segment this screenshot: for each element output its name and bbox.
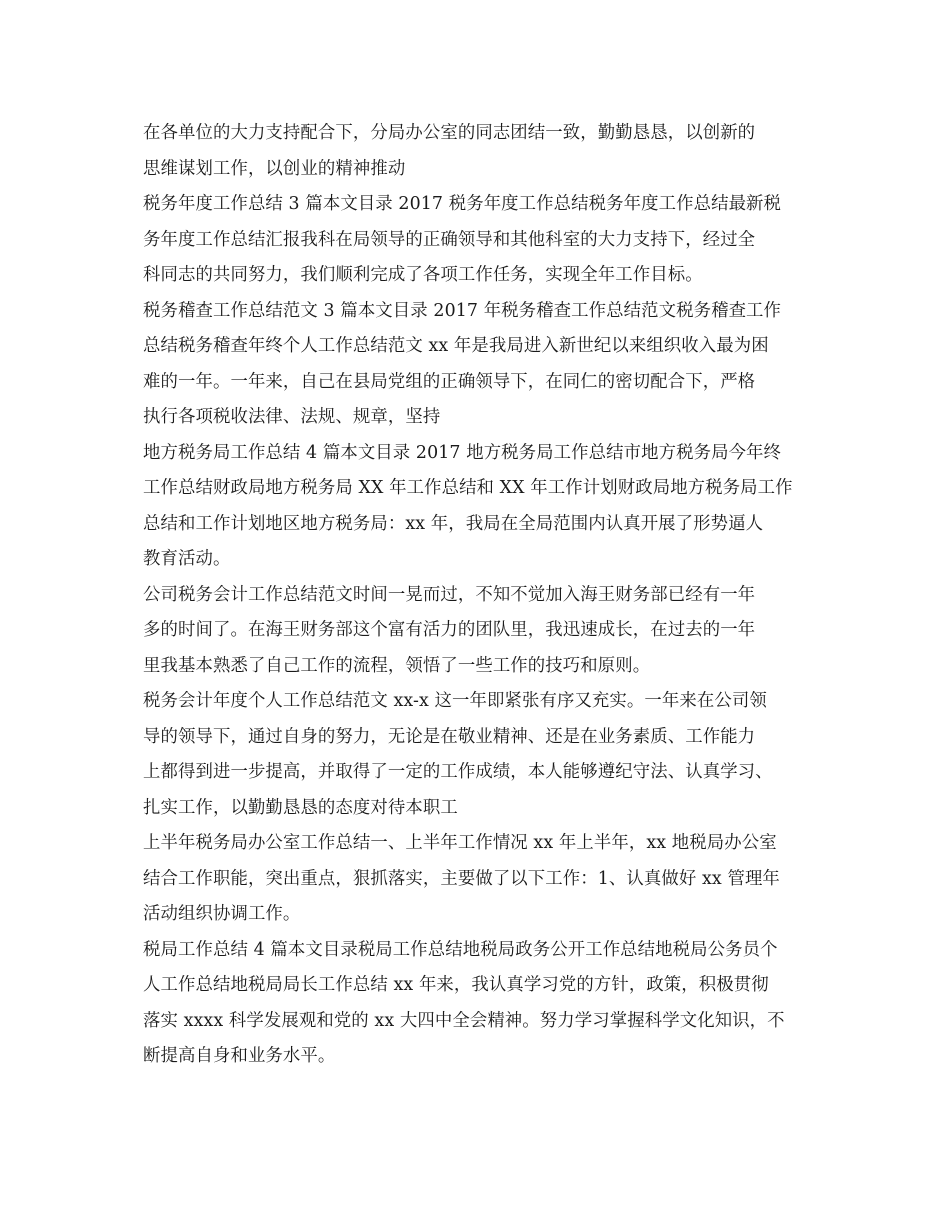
- paragraph: [143, 933, 815, 1075]
- text-line: 思维谋划工作，以创业的精神推动: [143, 158, 406, 179]
- text-line: 公司税务会计工作总结范文时间一晃而过，不知不觉加入海王财务部已经有一年: [143, 584, 756, 605]
- text-line: 总结税务稽查年终个人工作总结范文 xx 年是我局进入新世纪以来组织收入最为困: [143, 336, 769, 356]
- text-line: 多的时间了。在海王财务部这个富有活力的团队里，我迅速成长，在过去的一年: [143, 620, 756, 640]
- text-line: 税局工作总结 4 篇本文目录税局工作总结地税局政务公开工作总结地税局公务员个: [143, 939, 778, 960]
- text-line: 税务会计年度个人工作总结范文 xx-x 这一年即紧张有序又充实。一年来在公司领: [143, 691, 767, 711]
- text-line: 科同志的共同努力，我们顺利完成了各项工作任务，实现全年工作目标。: [143, 265, 703, 285]
- paragraph: [143, 187, 815, 294]
- text-line: 上都得到进一步提高，并取得了一定的工作成绩，本人能够遵纪守法、认真学习、: [143, 762, 773, 782]
- document-body: [143, 116, 815, 1075]
- text-line: 落实 xxxx 科学发展观和党的 xx 大四中全会精神。努力学习掌握科学文化知识，不: [143, 1010, 785, 1031]
- paragraph: [143, 684, 815, 826]
- text-line: 总结和工作计划地区地方税务局：xx 年，我局在全局范围内认真开展了形势逼人: [143, 513, 764, 534]
- text-line: 执行各项税收法律、法规、规章，坚持: [143, 407, 441, 427]
- text-line: 税务稽查工作总结范文 3 篇本文目录 2017 年税务稽查工作总结范文税务稽查工作: [143, 300, 782, 321]
- text-line: 断提高自身和业务水平。: [143, 1046, 336, 1066]
- text-line: 务年度工作总结汇报我科在局领导的正确领导和其他科室的大力支持下，经过全: [143, 229, 756, 250]
- paragraph: [143, 294, 815, 436]
- paragraph: [143, 826, 815, 933]
- text-line: 工作总结财政局地方税务局 XX 年工作总结和 XX 年工作计划财政局地方税务局工作: [143, 478, 793, 498]
- text-line: 难的一年。一年来，自己在县局党组的正确领导下，在同仁的密切配合下，严格: [143, 371, 756, 392]
- text-line: 税务年度工作总结 3 篇本文目录 2017 税务年度工作总结税务年度工作总结最新税: [143, 194, 782, 214]
- text-line: 结合工作职能，突出重点，狠抓落实，主要做了以下工作：1、认真做好 xx 管理年: [143, 868, 780, 889]
- text-line: 导的领导下，通过自身的努力，无论是在敬业精神、还是在业务素质、工作能力: [143, 726, 756, 747]
- text-line: 里我基本熟悉了自己工作的流程，领悟了一些工作的技巧和原则。: [143, 655, 651, 676]
- text-line: 人工作总结地税局局长工作总结 xx 年来，我认真学习党的方针，政策，积极贯彻: [143, 975, 769, 995]
- paragraph: [143, 578, 815, 685]
- paragraph: [143, 436, 815, 578]
- text-line: 教育活动。: [143, 549, 231, 569]
- text-line: 上半年税务局办公室工作总结一、上半年工作情况 xx 年上半年，xx 地税局办公室: [143, 833, 777, 853]
- paragraph: [143, 116, 815, 187]
- text-line: 地方税务局工作总结 4 篇本文目录 2017 地方税务局工作总结市地方税务局今年终: [143, 442, 782, 463]
- text-line: 扎实工作，以勤勤恳恳的态度对待本职工: [143, 797, 458, 818]
- text-line: 在各单位的大力支持配合下，分局办公室的同志团结一致，勤勤恳恳，以创新的: [143, 123, 756, 143]
- text-line: 活动组织协调工作。: [143, 904, 301, 924]
